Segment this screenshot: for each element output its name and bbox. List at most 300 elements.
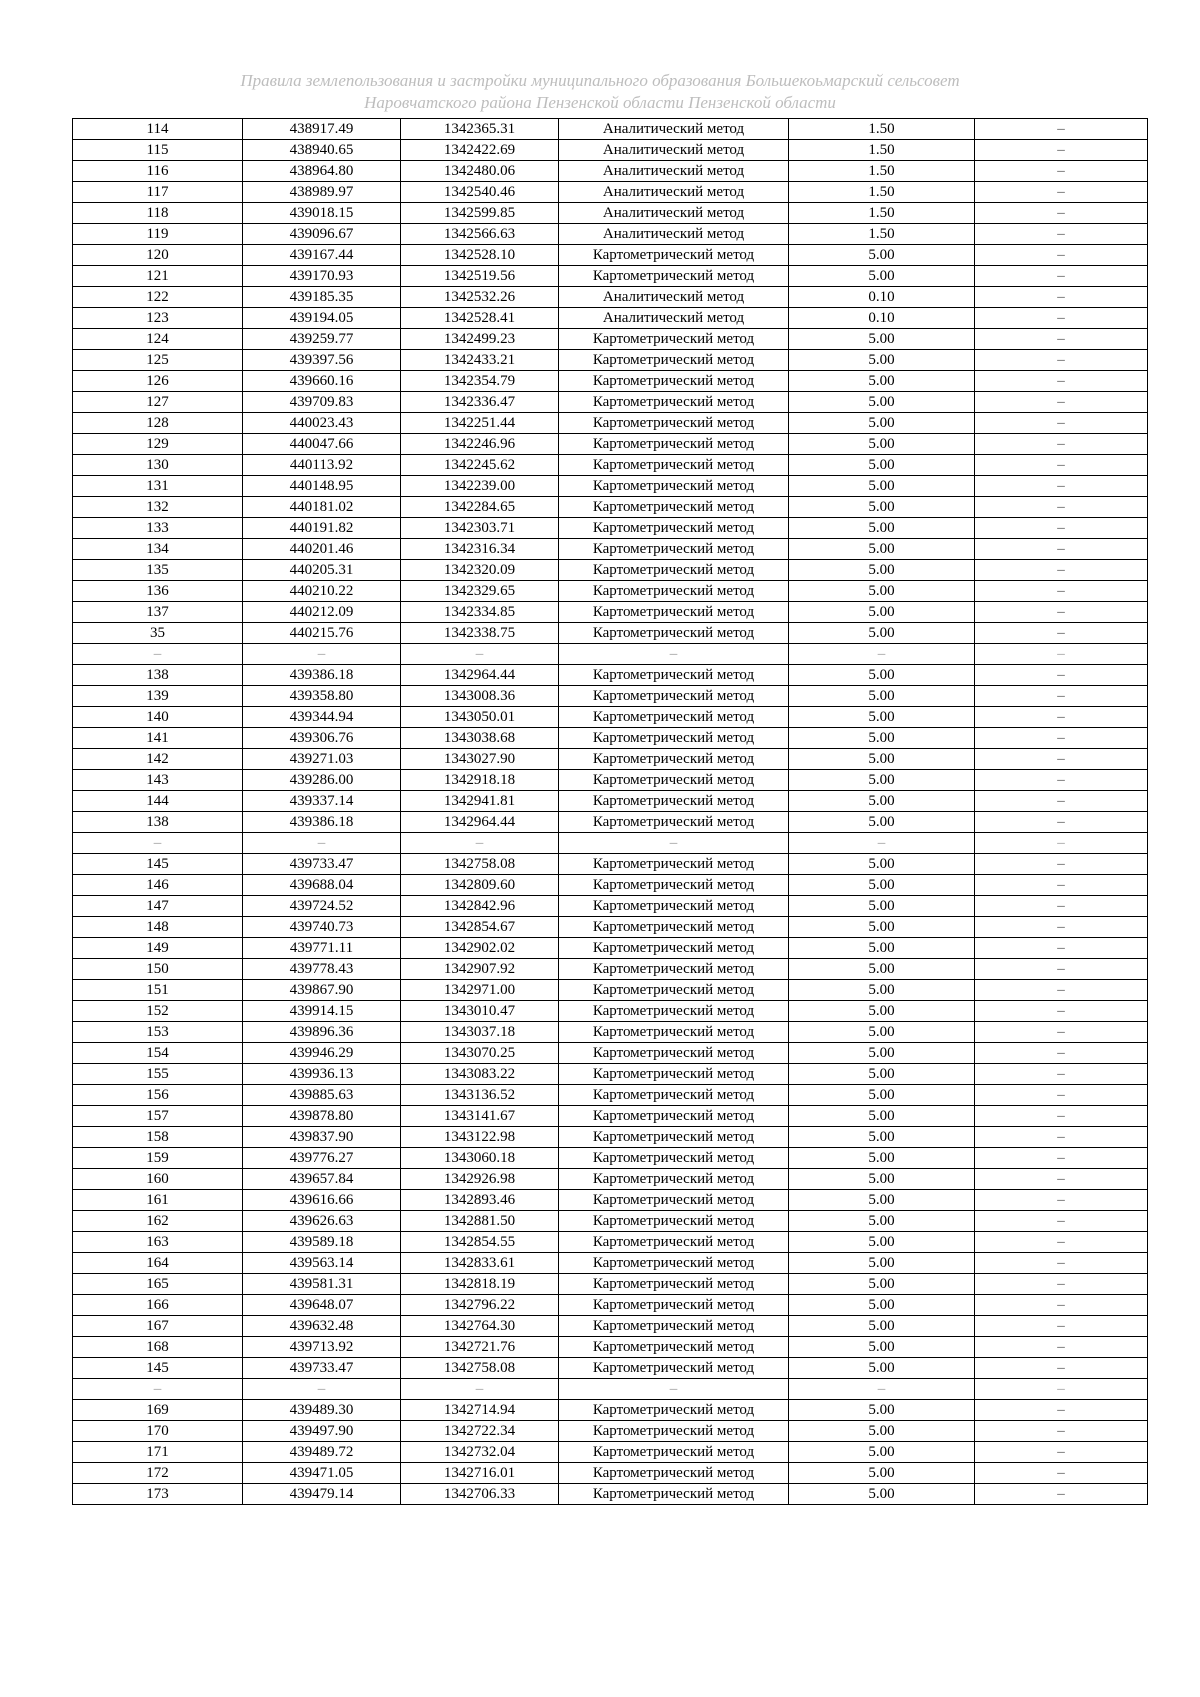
cell-accuracy: 5.00 — [789, 413, 975, 434]
cell-point-number: 152 — [73, 1001, 243, 1022]
cell-description: – — [975, 644, 1148, 665]
table-row — [73, 791, 1148, 812]
cell-accuracy: 5.00 — [789, 1106, 975, 1127]
table-row — [73, 1253, 1148, 1274]
cell-x-coordinate: 439733.47 — [243, 854, 401, 875]
cell-method: Картометрический метод — [559, 1484, 789, 1505]
cell-description: – — [975, 728, 1148, 749]
cell-point-number: 172 — [73, 1463, 243, 1484]
cell-description: – — [975, 854, 1148, 875]
cell-method: Картометрический метод — [559, 1274, 789, 1295]
cell-y-coordinate: 1342893.46 — [401, 1190, 559, 1211]
cell-y-coordinate: 1343050.01 — [401, 707, 559, 728]
cell-method: – — [559, 1379, 789, 1400]
cell-y-coordinate: 1342918.18 — [401, 770, 559, 791]
table-row — [73, 854, 1148, 875]
cell-method: Картометрический метод — [559, 413, 789, 434]
cell-y-coordinate: 1342833.61 — [401, 1253, 559, 1274]
cell-x-coordinate: 439386.18 — [243, 665, 401, 686]
page-header — [0, 70, 1200, 114]
cell-method: Картометрический метод — [559, 707, 789, 728]
cell-accuracy: 5.00 — [789, 1148, 975, 1169]
table-row — [73, 329, 1148, 350]
table-row — [73, 623, 1148, 644]
cell-y-coordinate: 1342239.00 — [401, 476, 559, 497]
cell-x-coordinate: 439259.77 — [243, 329, 401, 350]
cell-x-coordinate: 440113.92 — [243, 455, 401, 476]
table-row — [73, 476, 1148, 497]
cell-y-coordinate: 1342338.75 — [401, 623, 559, 644]
cell-description: – — [975, 1400, 1148, 1421]
cell-x-coordinate: 439489.72 — [243, 1442, 401, 1463]
cell-accuracy: 5.00 — [789, 1211, 975, 1232]
cell-description: – — [975, 455, 1148, 476]
cell-x-coordinate: 439271.03 — [243, 749, 401, 770]
table-row — [73, 1274, 1148, 1295]
cell-method: Картометрический метод — [559, 770, 789, 791]
coordinates-table — [72, 118, 1148, 1505]
cell-method: Картометрический метод — [559, 1463, 789, 1484]
cell-description: – — [975, 665, 1148, 686]
cell-x-coordinate: 439914.15 — [243, 1001, 401, 1022]
cell-method: Картометрический метод — [559, 812, 789, 833]
cell-x-coordinate: 439771.11 — [243, 938, 401, 959]
cell-description: – — [975, 959, 1148, 980]
cell-point-number: 163 — [73, 1232, 243, 1253]
table-row — [73, 1064, 1148, 1085]
table-row — [73, 1106, 1148, 1127]
cell-description: – — [975, 833, 1148, 854]
table-row — [73, 1085, 1148, 1106]
cell-description: – — [975, 791, 1148, 812]
cell-description: – — [975, 875, 1148, 896]
cell-accuracy: 5.00 — [789, 749, 975, 770]
cell-method: Картометрический метод — [559, 434, 789, 455]
cell-y-coordinate: 1343070.25 — [401, 1043, 559, 1064]
cell-x-coordinate: 439896.36 — [243, 1022, 401, 1043]
cell-y-coordinate: 1343141.67 — [401, 1106, 559, 1127]
cell-accuracy: 5.00 — [789, 560, 975, 581]
cell-x-coordinate: 439489.30 — [243, 1400, 401, 1421]
cell-accuracy: 0.10 — [789, 308, 975, 329]
table-row — [73, 1316, 1148, 1337]
cell-method: Картометрический метод — [559, 1001, 789, 1022]
cell-y-coordinate: 1342422.69 — [401, 140, 559, 161]
cell-y-coordinate: 1342902.02 — [401, 938, 559, 959]
cell-point-number: 148 — [73, 917, 243, 938]
cell-method: Картометрический метод — [559, 1253, 789, 1274]
cell-accuracy: 5.00 — [789, 1295, 975, 1316]
cell-point-number: 166 — [73, 1295, 243, 1316]
cell-description: – — [975, 581, 1148, 602]
cell-x-coordinate: 438964.80 — [243, 161, 401, 182]
cell-description: – — [975, 1169, 1148, 1190]
table-row — [73, 1043, 1148, 1064]
table-row — [73, 1232, 1148, 1253]
table-row — [73, 812, 1148, 833]
cell-x-coordinate: 439733.47 — [243, 1358, 401, 1379]
cell-x-coordinate: 439471.05 — [243, 1463, 401, 1484]
cell-accuracy: 5.00 — [789, 686, 975, 707]
cell-accuracy: 5.00 — [789, 854, 975, 875]
cell-accuracy: 5.00 — [789, 1484, 975, 1505]
table-row — [73, 917, 1148, 938]
cell-y-coordinate: 1342842.96 — [401, 896, 559, 917]
table-row — [73, 1400, 1148, 1421]
table-row — [73, 1421, 1148, 1442]
cell-description: – — [975, 1127, 1148, 1148]
cell-accuracy: 5.00 — [789, 350, 975, 371]
cell-x-coordinate: 439344.94 — [243, 707, 401, 728]
table-row — [73, 182, 1148, 203]
cell-method: Картометрический метод — [559, 749, 789, 770]
cell-point-number: – — [73, 833, 243, 854]
cell-method: Картометрический метод — [559, 959, 789, 980]
cell-y-coordinate: 1342320.09 — [401, 560, 559, 581]
cell-y-coordinate: 1342971.00 — [401, 980, 559, 1001]
table-row — [73, 434, 1148, 455]
cell-accuracy: 5.00 — [789, 959, 975, 980]
cell-description: – — [975, 476, 1148, 497]
cell-point-number: 140 — [73, 707, 243, 728]
cell-point-number: 155 — [73, 1064, 243, 1085]
cell-accuracy: 5.00 — [789, 1127, 975, 1148]
table-row — [73, 875, 1148, 896]
cell-description: – — [975, 1232, 1148, 1253]
cell-accuracy: 5.00 — [789, 1169, 975, 1190]
cell-x-coordinate: 439885.63 — [243, 1085, 401, 1106]
cell-x-coordinate: 439626.63 — [243, 1211, 401, 1232]
cell-description: – — [975, 245, 1148, 266]
cell-x-coordinate: 438917.49 — [243, 119, 401, 140]
cell-y-coordinate: 1342599.85 — [401, 203, 559, 224]
table-row — [73, 1148, 1148, 1169]
cell-point-number: – — [73, 1379, 243, 1400]
cell-y-coordinate: 1342284.65 — [401, 497, 559, 518]
cell-point-number: 137 — [73, 602, 243, 623]
cell-description: – — [975, 707, 1148, 728]
cell-y-coordinate: 1343136.52 — [401, 1085, 559, 1106]
cell-method: Картометрический метод — [559, 686, 789, 707]
cell-accuracy: 5.00 — [789, 665, 975, 686]
cell-point-number: – — [73, 644, 243, 665]
cell-description: – — [975, 896, 1148, 917]
cell-description: – — [975, 1295, 1148, 1316]
cell-method: Картометрический метод — [559, 266, 789, 287]
cell-method: Картометрический метод — [559, 665, 789, 686]
cell-description: – — [975, 497, 1148, 518]
cell-accuracy: 5.00 — [789, 371, 975, 392]
cell-point-number: 133 — [73, 518, 243, 539]
cell-point-number: 141 — [73, 728, 243, 749]
cell-accuracy: 5.00 — [789, 728, 975, 749]
cell-point-number: 122 — [73, 287, 243, 308]
cell-x-coordinate: 439306.76 — [243, 728, 401, 749]
table-row — [73, 1379, 1148, 1400]
cell-x-coordinate: – — [243, 644, 401, 665]
cell-point-number: 125 — [73, 350, 243, 371]
table-row — [73, 728, 1148, 749]
cell-point-number: 145 — [73, 854, 243, 875]
cell-description: – — [975, 413, 1148, 434]
cell-point-number: 164 — [73, 1253, 243, 1274]
cell-point-number: 35 — [73, 623, 243, 644]
cell-method: Картометрический метод — [559, 455, 789, 476]
cell-x-coordinate: 440047.66 — [243, 434, 401, 455]
table-row — [73, 770, 1148, 791]
cell-method: Картометрический метод — [559, 476, 789, 497]
cell-description: – — [975, 917, 1148, 938]
cell-y-coordinate: 1342964.44 — [401, 812, 559, 833]
cell-x-coordinate: 439018.15 — [243, 203, 401, 224]
cell-method: Картометрический метод — [559, 1148, 789, 1169]
cell-x-coordinate: 439709.83 — [243, 392, 401, 413]
cell-y-coordinate: 1342251.44 — [401, 413, 559, 434]
cell-accuracy: 5.00 — [789, 938, 975, 959]
cell-x-coordinate: 439194.05 — [243, 308, 401, 329]
cell-y-coordinate: 1342303.71 — [401, 518, 559, 539]
table-row — [73, 560, 1148, 581]
cell-description: – — [975, 1337, 1148, 1358]
cell-description: – — [975, 203, 1148, 224]
table-row — [73, 1295, 1148, 1316]
cell-description: – — [975, 1463, 1148, 1484]
cell-description: – — [975, 1379, 1148, 1400]
cell-y-coordinate: 1342796.22 — [401, 1295, 559, 1316]
cell-description: – — [975, 182, 1148, 203]
cell-point-number: 130 — [73, 455, 243, 476]
cell-y-coordinate: – — [401, 1379, 559, 1400]
cell-x-coordinate: 439946.29 — [243, 1043, 401, 1064]
cell-point-number: 165 — [73, 1274, 243, 1295]
cell-y-coordinate: 1343122.98 — [401, 1127, 559, 1148]
cell-method: Картометрический метод — [559, 1106, 789, 1127]
cell-point-number: 153 — [73, 1022, 243, 1043]
table-row — [73, 665, 1148, 686]
cell-point-number: 135 — [73, 560, 243, 581]
cell-point-number: 173 — [73, 1484, 243, 1505]
table-row — [73, 392, 1148, 413]
cell-method: Картометрический метод — [559, 1421, 789, 1442]
cell-method: Картометрический метод — [559, 1316, 789, 1337]
cell-accuracy: 5.00 — [789, 266, 975, 287]
cell-y-coordinate: 1343037.18 — [401, 1022, 559, 1043]
cell-accuracy: 0.10 — [789, 287, 975, 308]
cell-description: – — [975, 770, 1148, 791]
cell-x-coordinate: 439616.66 — [243, 1190, 401, 1211]
coordinates-table-body — [73, 119, 1148, 1505]
cell-x-coordinate: 439563.14 — [243, 1253, 401, 1274]
cell-x-coordinate: 440205.31 — [243, 560, 401, 581]
cell-accuracy: 5.00 — [789, 917, 975, 938]
cell-description: – — [975, 1316, 1148, 1337]
cell-x-coordinate: 438989.97 — [243, 182, 401, 203]
cell-y-coordinate: 1343027.90 — [401, 749, 559, 770]
cell-x-coordinate: 439688.04 — [243, 875, 401, 896]
cell-accuracy: 5.00 — [789, 1421, 975, 1442]
cell-x-coordinate: 439096.67 — [243, 224, 401, 245]
cell-y-coordinate: 1342480.06 — [401, 161, 559, 182]
cell-method: Аналитический метод — [559, 182, 789, 203]
cell-x-coordinate: 439589.18 — [243, 1232, 401, 1253]
cell-method: Картометрический метод — [559, 581, 789, 602]
cell-y-coordinate: 1342334.85 — [401, 602, 559, 623]
cell-y-coordinate: 1342336.47 — [401, 392, 559, 413]
cell-y-coordinate: 1343083.22 — [401, 1064, 559, 1085]
cell-description: – — [975, 287, 1148, 308]
cell-method: Аналитический метод — [559, 161, 789, 182]
cell-description: – — [975, 308, 1148, 329]
cell-accuracy: 1.50 — [789, 140, 975, 161]
cell-x-coordinate: 439386.18 — [243, 812, 401, 833]
cell-method: Картометрический метод — [559, 1211, 789, 1232]
table-row — [73, 749, 1148, 770]
table-row — [73, 1337, 1148, 1358]
table-row — [73, 245, 1148, 266]
table-row — [73, 707, 1148, 728]
cell-description: – — [975, 1484, 1148, 1505]
cell-description: – — [975, 140, 1148, 161]
cell-point-number: 138 — [73, 665, 243, 686]
cell-description: – — [975, 812, 1148, 833]
cell-method: Картометрический метод — [559, 1043, 789, 1064]
cell-point-number: 149 — [73, 938, 243, 959]
cell-y-coordinate: 1342714.94 — [401, 1400, 559, 1421]
cell-x-coordinate: 440148.95 — [243, 476, 401, 497]
cell-accuracy: 5.00 — [789, 1442, 975, 1463]
cell-method: Аналитический метод — [559, 140, 789, 161]
cell-point-number: 158 — [73, 1127, 243, 1148]
cell-description: – — [975, 1253, 1148, 1274]
table-row — [73, 224, 1148, 245]
cell-description: – — [975, 1085, 1148, 1106]
table-row — [73, 1127, 1148, 1148]
cell-y-coordinate: – — [401, 644, 559, 665]
table-row — [73, 1358, 1148, 1379]
cell-method: Картометрический метод — [559, 1232, 789, 1253]
table-row — [73, 308, 1148, 329]
cell-point-number: 151 — [73, 980, 243, 1001]
cell-description: – — [975, 560, 1148, 581]
cell-accuracy: – — [789, 833, 975, 854]
cell-point-number: 120 — [73, 245, 243, 266]
cell-accuracy: 1.50 — [789, 161, 975, 182]
cell-x-coordinate: 439286.00 — [243, 770, 401, 791]
cell-accuracy: 5.00 — [789, 875, 975, 896]
cell-point-number: 131 — [73, 476, 243, 497]
cell-x-coordinate: 439648.07 — [243, 1295, 401, 1316]
cell-accuracy: 5.00 — [789, 1085, 975, 1106]
cell-x-coordinate: 440191.82 — [243, 518, 401, 539]
cell-description: – — [975, 938, 1148, 959]
cell-method: Картометрический метод — [559, 854, 789, 875]
cell-method: Картометрический метод — [559, 497, 789, 518]
cell-x-coordinate: 439657.84 — [243, 1169, 401, 1190]
cell-point-number: 156 — [73, 1085, 243, 1106]
cell-y-coordinate: 1342941.81 — [401, 791, 559, 812]
table-row — [73, 1463, 1148, 1484]
cell-point-number: 132 — [73, 497, 243, 518]
cell-y-coordinate: 1342706.33 — [401, 1484, 559, 1505]
table-row — [73, 350, 1148, 371]
cell-x-coordinate: 439185.35 — [243, 287, 401, 308]
cell-method: Картометрический метод — [559, 518, 789, 539]
cell-y-coordinate: 1342881.50 — [401, 1211, 559, 1232]
cell-method: – — [559, 833, 789, 854]
cell-point-number: 136 — [73, 581, 243, 602]
table-row — [73, 455, 1148, 476]
cell-description: – — [975, 1358, 1148, 1379]
table-row — [73, 686, 1148, 707]
cell-point-number: 144 — [73, 791, 243, 812]
cell-method: Аналитический метод — [559, 119, 789, 140]
cell-method: Картометрический метод — [559, 938, 789, 959]
table-row — [73, 539, 1148, 560]
table-row — [73, 581, 1148, 602]
cell-x-coordinate: 440181.02 — [243, 497, 401, 518]
cell-x-coordinate: – — [243, 1379, 401, 1400]
cell-description: – — [975, 161, 1148, 182]
cell-accuracy: 5.00 — [789, 329, 975, 350]
cell-description: – — [975, 980, 1148, 1001]
cell-accuracy: 5.00 — [789, 539, 975, 560]
cell-accuracy: 5.00 — [789, 623, 975, 644]
cell-y-coordinate: 1342758.08 — [401, 1358, 559, 1379]
cell-y-coordinate: 1342528.41 — [401, 308, 559, 329]
cell-point-number: 146 — [73, 875, 243, 896]
cell-y-coordinate: 1342818.19 — [401, 1274, 559, 1295]
cell-method: Картометрический метод — [559, 371, 789, 392]
table-row — [73, 266, 1148, 287]
cell-point-number: 170 — [73, 1421, 243, 1442]
table-row — [73, 1442, 1148, 1463]
cell-accuracy: 5.00 — [789, 455, 975, 476]
cell-point-number: 126 — [73, 371, 243, 392]
cell-description: – — [975, 434, 1148, 455]
cell-y-coordinate: 1342540.46 — [401, 182, 559, 203]
cell-y-coordinate: 1342316.34 — [401, 539, 559, 560]
cell-y-coordinate: 1342722.34 — [401, 1421, 559, 1442]
cell-y-coordinate: 1342245.62 — [401, 455, 559, 476]
cell-description: – — [975, 1442, 1148, 1463]
table-row — [73, 161, 1148, 182]
cell-method: Картометрический метод — [559, 791, 789, 812]
cell-point-number: 116 — [73, 161, 243, 182]
cell-y-coordinate: 1342532.26 — [401, 287, 559, 308]
cell-point-number: 127 — [73, 392, 243, 413]
cell-description: – — [975, 1421, 1148, 1442]
cell-method: Картометрический метод — [559, 1358, 789, 1379]
cell-accuracy: 5.00 — [789, 476, 975, 497]
table-row — [73, 896, 1148, 917]
cell-description: – — [975, 518, 1148, 539]
cell-description: – — [975, 1211, 1148, 1232]
cell-x-coordinate: 440023.43 — [243, 413, 401, 434]
table-row — [73, 1022, 1148, 1043]
cell-point-number: 162 — [73, 1211, 243, 1232]
table-row — [73, 938, 1148, 959]
cell-point-number: 114 — [73, 119, 243, 140]
cell-accuracy: 5.00 — [789, 896, 975, 917]
cell-description: – — [975, 1274, 1148, 1295]
cell-y-coordinate: 1342499.23 — [401, 329, 559, 350]
cell-point-number: 138 — [73, 812, 243, 833]
cell-accuracy: 5.00 — [789, 1022, 975, 1043]
table-row — [73, 119, 1148, 140]
cell-point-number: 167 — [73, 1316, 243, 1337]
cell-description: – — [975, 539, 1148, 560]
header-line-1: Правила землепользования и застройки муниципального образования Большекоьмарский сельсовет — [240, 71, 960, 90]
